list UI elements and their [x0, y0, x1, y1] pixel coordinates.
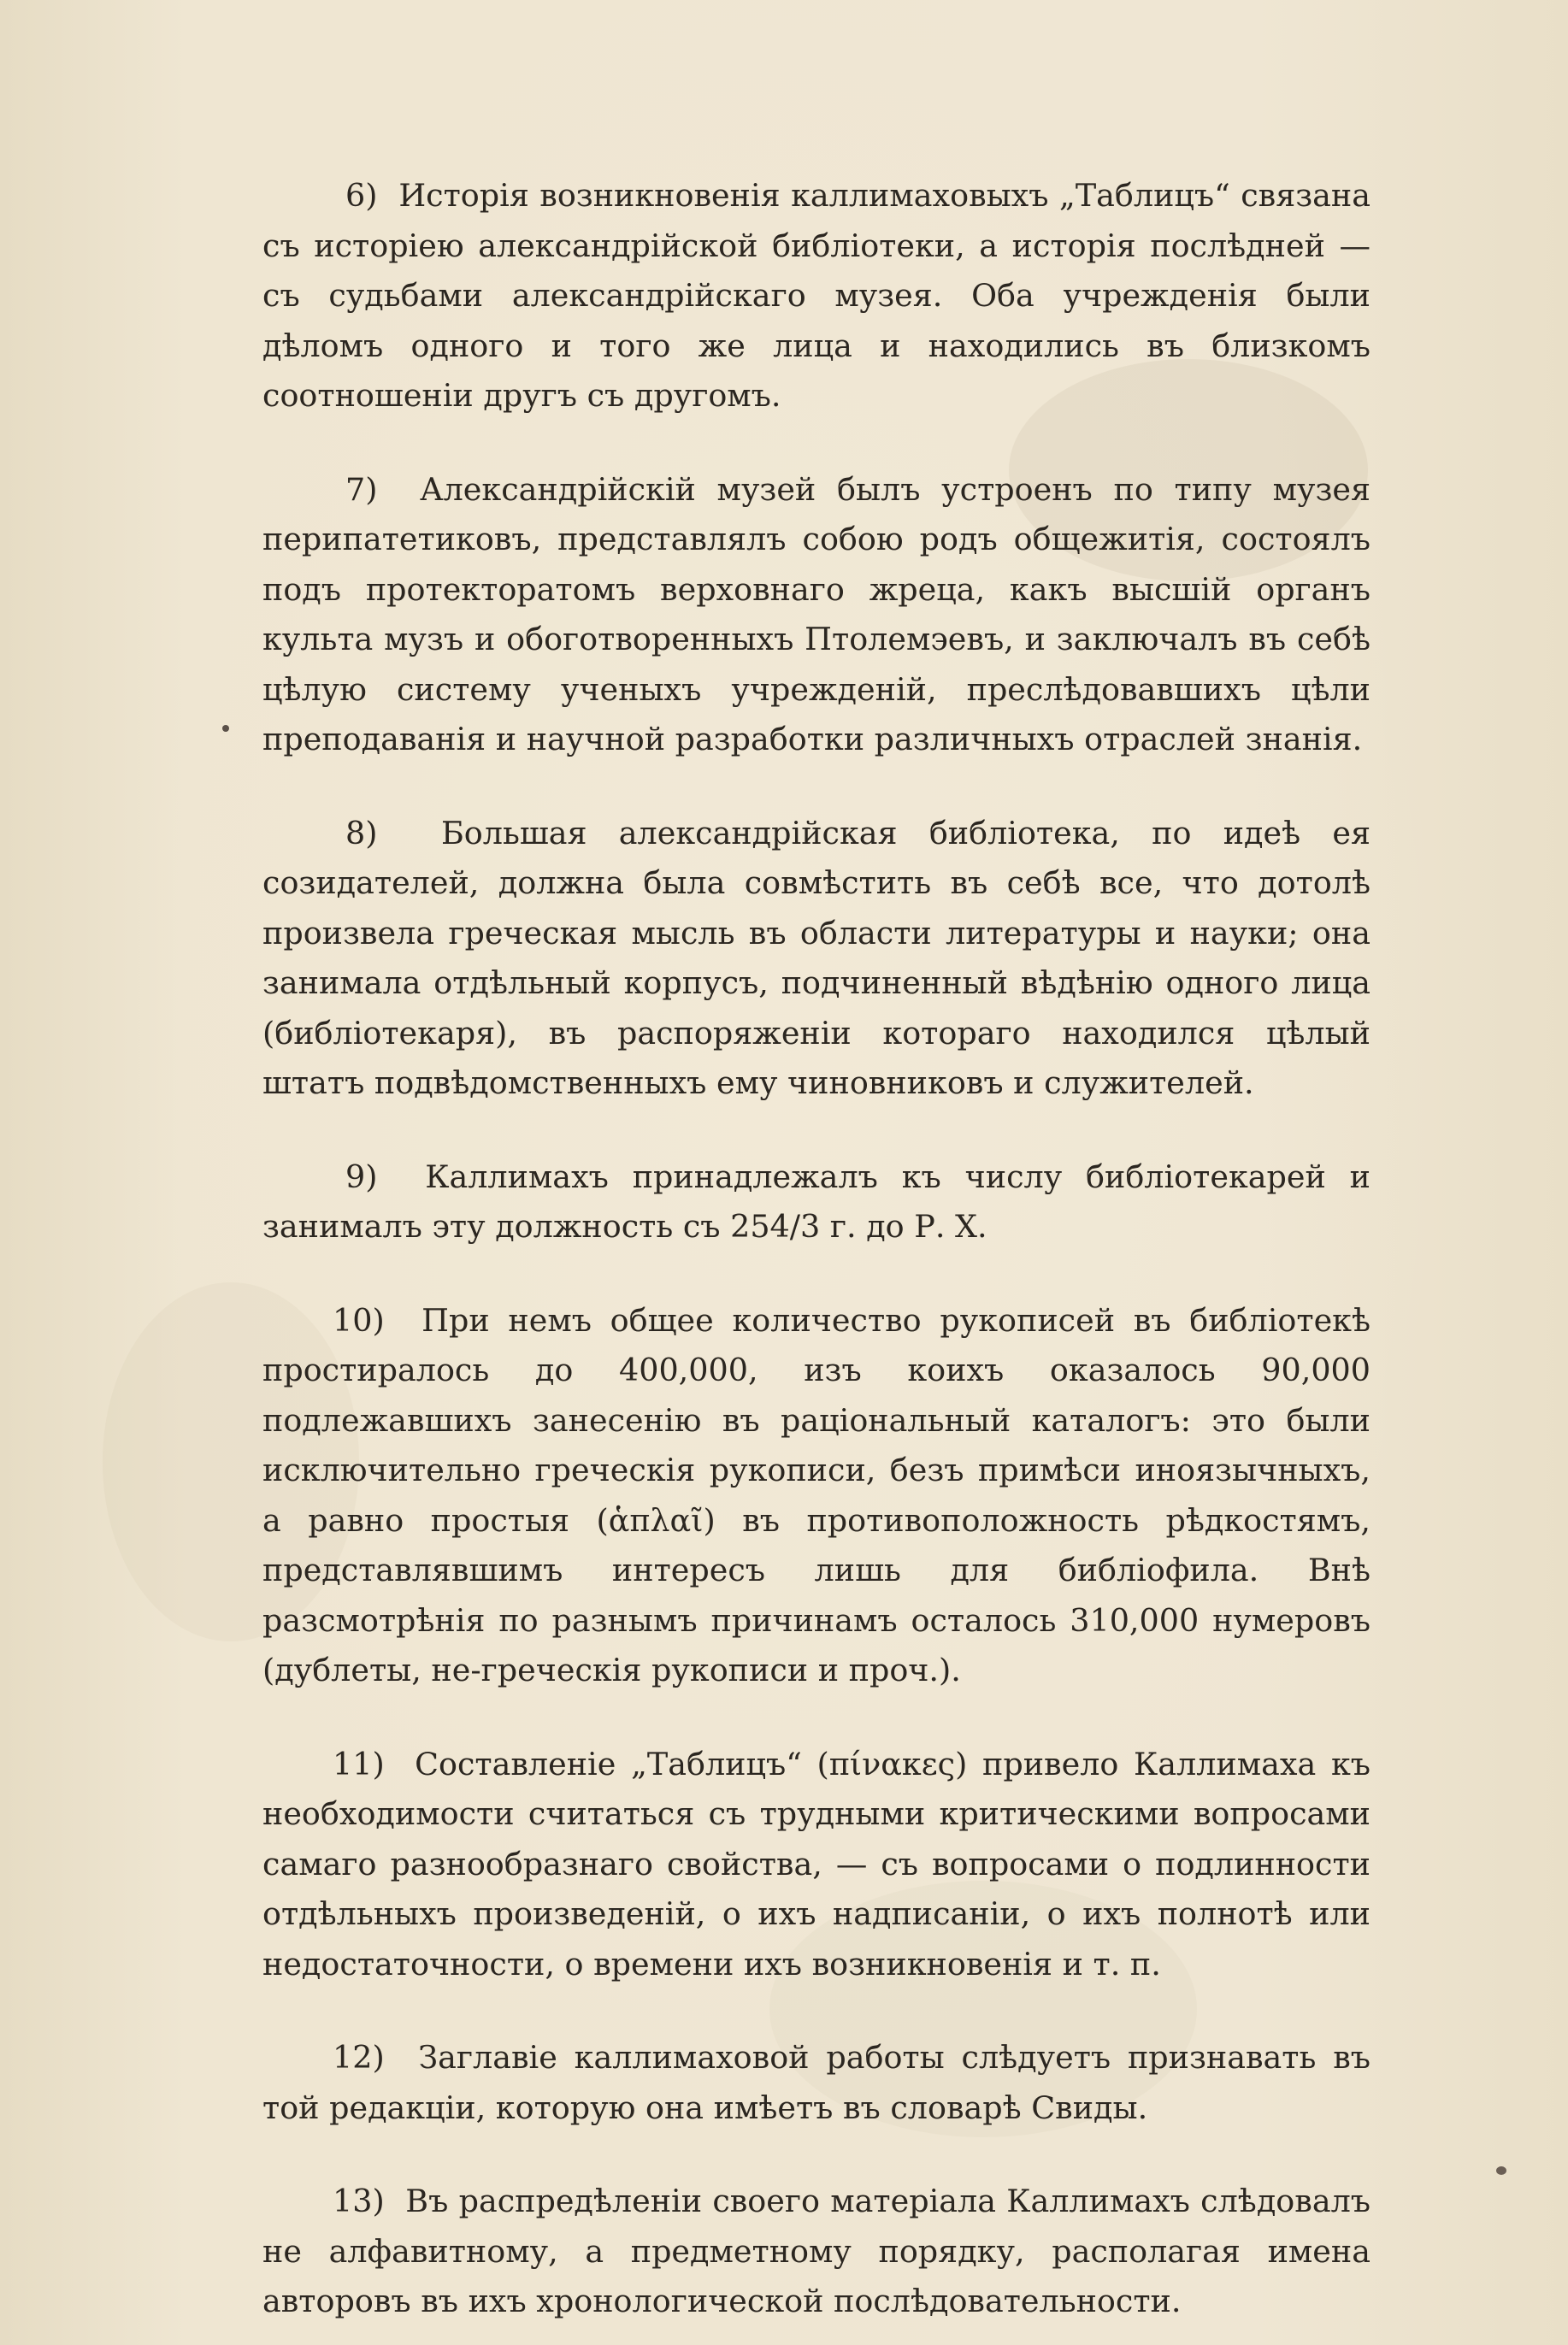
paragraph-12 [262, 2033, 1371, 2133]
paragraph-number: 8) [345, 814, 378, 851]
paragraph-number: 7) [345, 470, 378, 508]
paragraph-text: Александрійскій музей былъ устроенъ по типу музея перипатетиковъ, представлялъ собою родъ общежитія, состоялъ подъ протекторатомъ верховнаго жреца, какъ высшій органъ культа музъ и обоготворенныхъ Птолемэевъ, и заключалъ въ себѣ цѣлую систему ученыхъ учрежденій, преслѣдовавшихъ цѣли преподаванія и научной разработки различныхъ отраслей знанія. [262, 470, 1371, 757]
ink-speck [222, 725, 229, 732]
paragraph-text: Каллимахъ принадлежалъ къ числу библіотекарей и занималъ эту должность съ 254/3 г. до Р. Х. [262, 1158, 1371, 1245]
paragraph-10 [262, 1296, 1371, 1696]
paragraph-text: Составленіе „Таблицъ“ (πίνακες) привело Каллимаха къ необходимости считаться съ трудными критическими вопросами самаго разнообразнаго свойства, — съ вопросами о подлинности отдѣльныхъ произведеній, о ихъ надписаніи, о ихъ полнотѣ или недостаточности, о времени ихъ возникновенія и т. п. [262, 1745, 1371, 1983]
paragraph-number: 13) [333, 2183, 385, 2219]
paragraph-7 [262, 465, 1371, 765]
paragraph-text: Исторія возникновенія каллимаховыхъ „Таблицъ“ связана съ исторіею александрійской библіотеки, а исторія послѣдней — съ судьбами александрійскаго музея. Оба учрежденія были дѣломъ одного и того же лица и находились въ близкомъ соотношеніи другъ съ другомъ. [262, 177, 1371, 414]
paragraph-6 [262, 171, 1371, 421]
paragraph-number: 10) [333, 1301, 385, 1339]
paragraph-text: При немъ общее количество рукописей въ библіотекѣ простиралось до 400,000, изъ коихъ оказалось 90,000 подлежавшихъ занесенію въ раціональный каталогъ: это были исключительно греческія рукописи, безъ примѣси иноязычныхъ, а равно простыя (ἁπλαῖ) въ противоположность рѣдкостямъ, представлявшимъ интересъ лишь для библіофила. Внѣ разсмотрѣнія по разнымъ причинамъ осталось 310,000 нумеровъ (дублеты, не-греческія рукописи и проч.). [262, 1301, 1371, 1688]
paragraph-number: 11) [333, 1745, 385, 1782]
paragraph-text: Большая александрійская библіотека, по идеѣ ея созидателей, должна была совмѣстить въ себѣ все, что дотолѣ произвела греческая мысль въ области литературы и науки; она занимала отдѣльный корпусъ, подчиненный вѣдѣнію одного лица (библіотекаря), въ распоряженіи котораго находился цѣлый штатъ подвѣдомственныхъ ему чиновниковъ и служителей. [262, 814, 1371, 1101]
document-body [262, 171, 1371, 2345]
paragraph-number: 9) [345, 1158, 378, 1195]
paragraph-9 [262, 1152, 1371, 1252]
paragraph-13 [262, 2177, 1371, 2327]
paragraph-11 [262, 1740, 1371, 1990]
paragraph-text: Заглавіе каллимаховой работы слѣдуетъ признавать въ той редакціи, которую она имѣетъ въ словарѣ Свиды. [262, 2039, 1371, 2126]
paragraph-number: 6) [345, 177, 378, 214]
ink-speck [1496, 2166, 1506, 2175]
paragraph-number: 12) [333, 2039, 385, 2076]
paragraph-text: Въ распредѣленіи своего матеріала Каллимахъ слѣдовалъ не алфавитному, а предметному порядку, располагая имена авторовъ въ ихъ хронологической послѣдовательности. [262, 2183, 1371, 2319]
paragraph-8 [262, 809, 1371, 1109]
